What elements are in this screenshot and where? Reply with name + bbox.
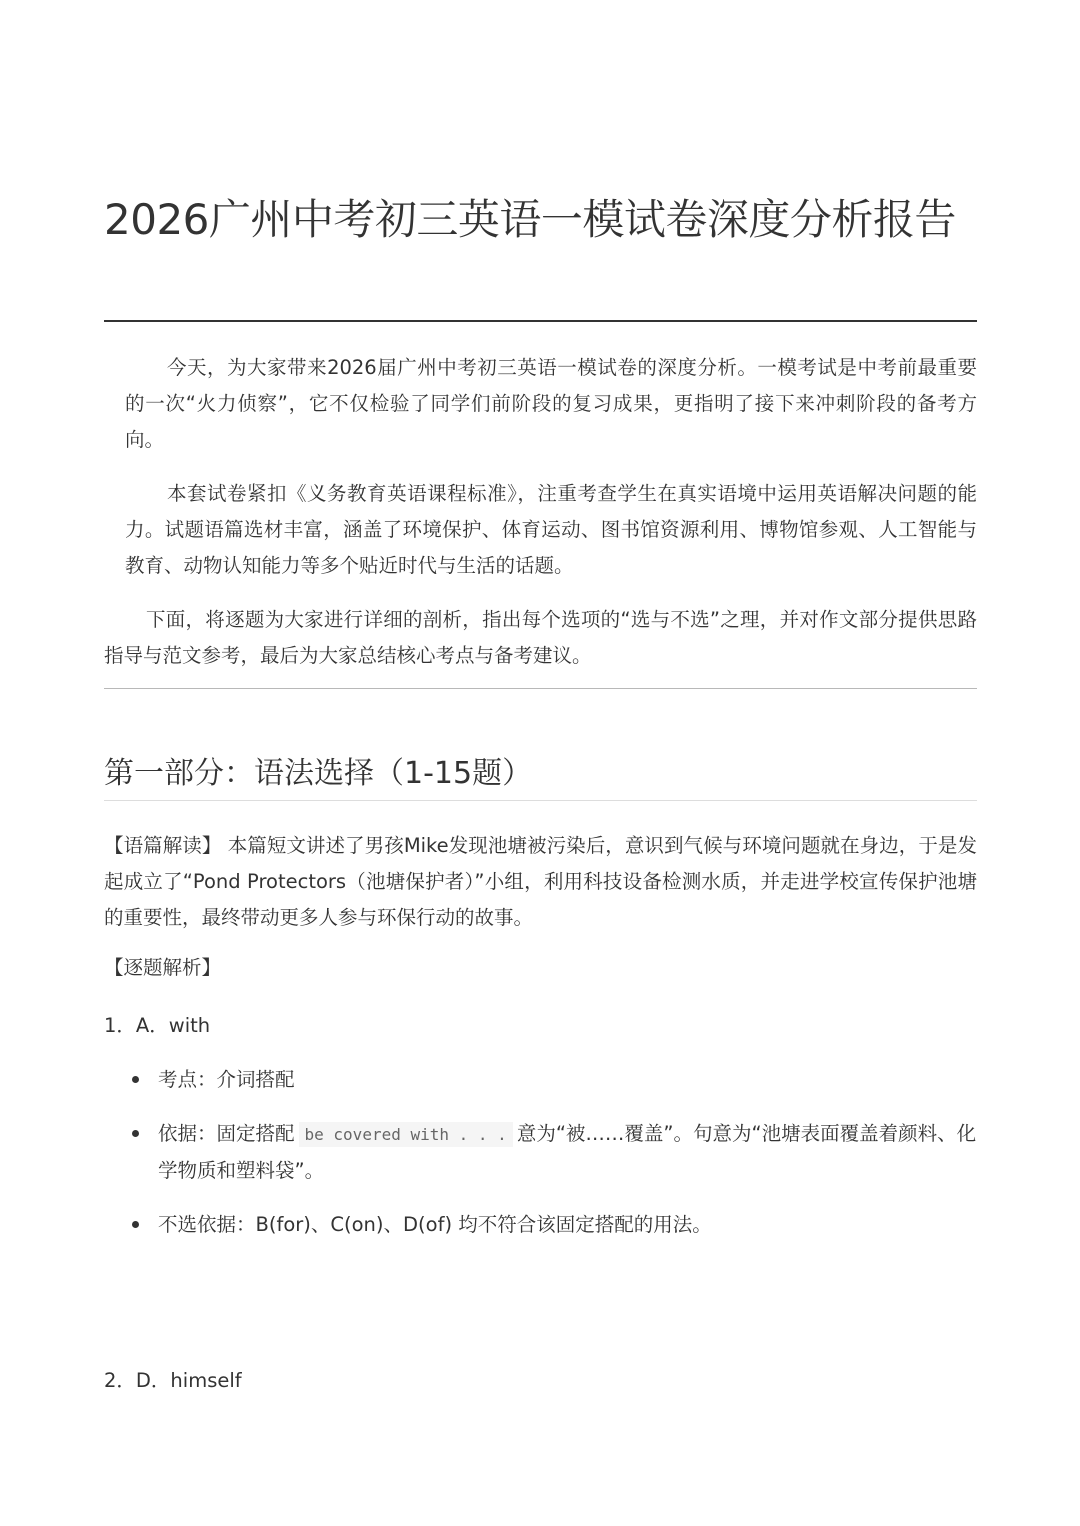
basis-prefix: 依据：固定搭配 xyxy=(158,1122,295,1145)
intro-section xyxy=(104,350,977,692)
question-1-bullets xyxy=(104,1062,977,1261)
bullet-icon xyxy=(132,1076,139,1083)
section-divider xyxy=(104,800,977,801)
question-1-heading: 1．A．with xyxy=(104,1014,211,1037)
title-divider xyxy=(104,320,977,322)
page-title: 2026广州中考初三英语一模试卷深度分析报告 xyxy=(104,195,956,244)
reading-summary xyxy=(104,828,977,936)
section-title: 第一部分：语法选择（1-15题） xyxy=(104,756,533,791)
point-text: 考点：介词搭配 xyxy=(158,1068,295,1091)
list-item xyxy=(104,1062,977,1098)
basis-suffix: 意为“被……覆盖”。句意为“池塘表面覆盖着颜料、化学物质和塑料袋”。 xyxy=(158,1122,977,1182)
intro-divider xyxy=(104,688,977,689)
question-2-heading: 2．D．himself xyxy=(104,1369,242,1392)
bullet-icon xyxy=(132,1130,139,1137)
reading-label: 【语篇解读】 xyxy=(104,834,222,857)
exclude-text: 不选依据：B(for)、C(on)、D(of) 均不符合该固定搭配的用法。 xyxy=(158,1213,712,1236)
reading-text: 本篇短文讲述了男孩Mike发现池塘被污染后，意识到气候与环境问题就在身边，于是发起成立了“Pond Protectors（池塘保护者）”小组，利用科技设备检测水质，并走进学校宣传保护池塘的重要性，最终带动更多人参与环保行动的故事。 xyxy=(104,834,977,929)
intro-paragraph-1: 今天，为大家带来2026届广州中考初三英语一模试卷的深度分析。一模考试是中考前最重要的一次“火力侦察”，它不仅检验了同学们前阶段的复习成果，更指明了接下来冲刺阶段的备考方向。 xyxy=(125,356,977,451)
intro-paragraph-2: 本套试卷紧扣《义务教育英语课程标准》，注重考查学生在真实语境中运用英语解决问题的能力。试题语篇选材丰富，涵盖了环境保护、体育运动、图书馆资源利用、博物馆参观、人工智能与教育、动物认知能力等多个贴近时代与生活的话题。 xyxy=(125,482,977,577)
inline-code: be covered with . . . xyxy=(299,1122,513,1147)
intro-paragraph-3: 下面，将逐题为大家进行详细的剖析，指出每个选项的“选与不选”之理，并对作文部分提供思路指导与范文参考，最后为大家总结核心考点与备考建议。 xyxy=(104,608,977,667)
list-item xyxy=(104,1207,977,1243)
analysis-label: 【逐题解析】 xyxy=(104,956,222,979)
bullet-icon xyxy=(132,1221,139,1228)
list-item xyxy=(104,1116,977,1189)
